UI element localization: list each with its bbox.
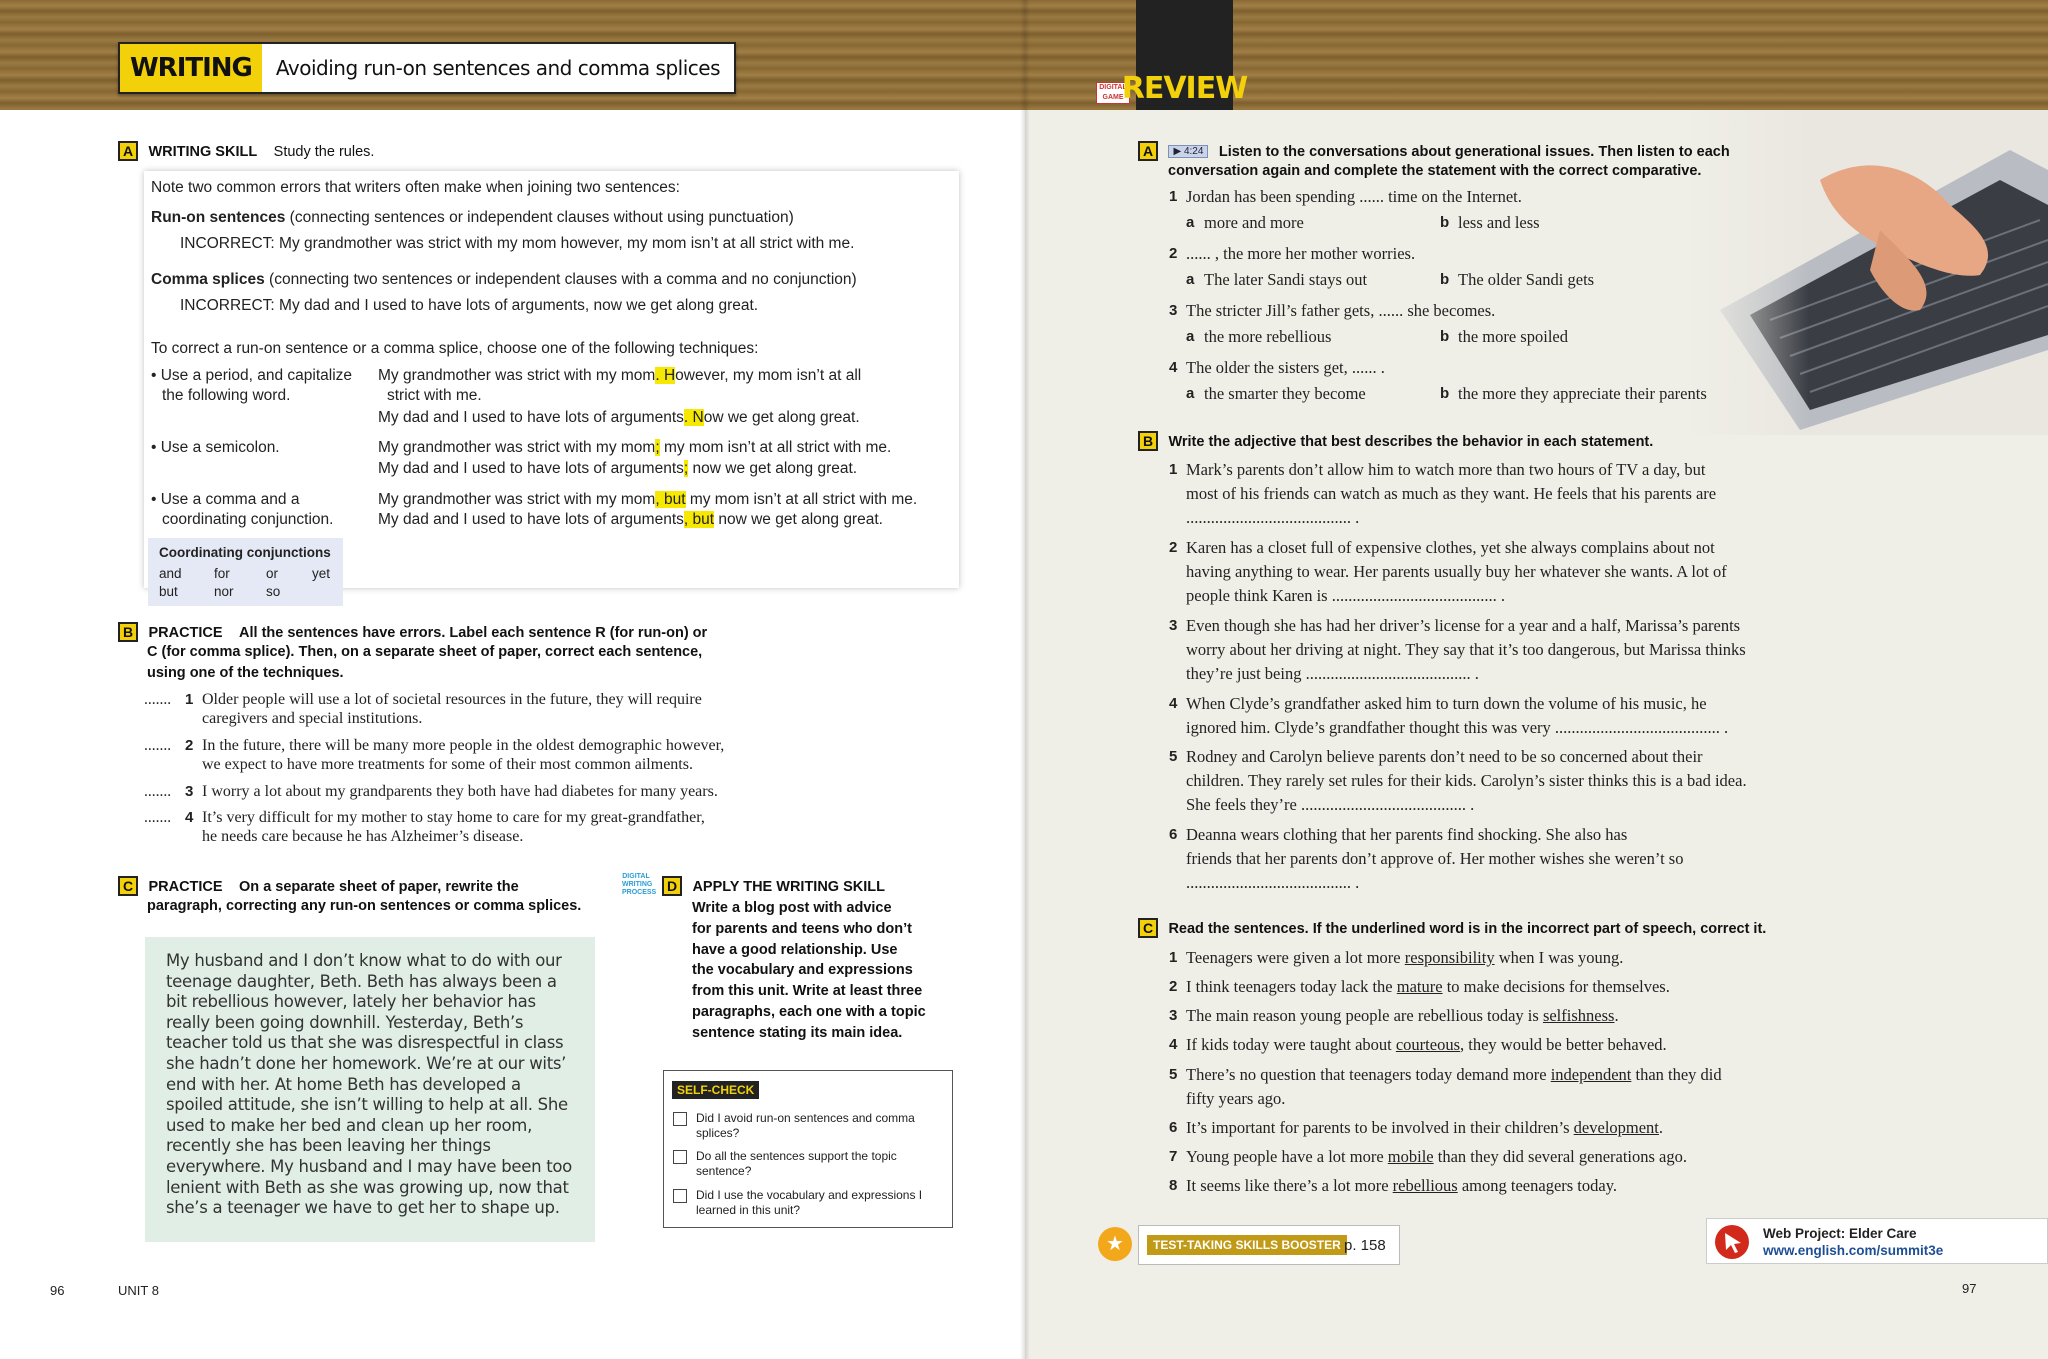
review-a2-number: 2 [1169, 245, 1178, 262]
sentence-text: among teenagers today. [1457, 1176, 1618, 1195]
section-b-header [118, 622, 707, 642]
review-a-instruction-2: conversation again and complete the statement with the correct comparative. [1168, 163, 1702, 179]
page-gutter [1020, 0, 1030, 1359]
section-c-header [118, 876, 519, 896]
review-header [1121, 0, 1248, 110]
writing-title: Avoiding run-on sentences and comma splices [275, 56, 720, 80]
web-project-title: Web Project: Elder Care [1763, 1226, 1917, 1241]
writing-tag: WRITING [120, 44, 262, 92]
item-b2-line1: In the future, there will be many more people in the oldest demographic however, [202, 737, 725, 754]
conj-nor: nor [214, 584, 234, 599]
sentence-text: There’s no question that teenagers today demand more [1186, 1065, 1551, 1084]
review-a1-number: 1 [1169, 188, 1178, 205]
sentence-text: It seems like there’s a lot more [1186, 1176, 1393, 1195]
item-b3-number: 3 [185, 783, 194, 800]
ex-highlight: . H [655, 367, 676, 384]
review-a-header [1138, 141, 1730, 161]
ex-text: ow we get along great. [703, 409, 860, 426]
technique-2-label: • Use a semicolon. [151, 439, 280, 456]
conjunctions-title: Coordinating conjunctions [159, 545, 331, 560]
splice-term: Comma splices [151, 271, 265, 288]
section-c-instruction-2: paragraph, correcting any run-on sentences or comma splices. [147, 898, 582, 914]
review-a3-option-a[interactable]: the more rebellious [1204, 327, 1332, 346]
star-icon: ★ [1098, 1227, 1132, 1261]
review-c7-sentence [1186, 1147, 1687, 1167]
laptop-photo [1680, 110, 2048, 435]
review-b-letter: B [1138, 431, 1158, 451]
ex-highlight: . N [683, 409, 704, 426]
review-b3-number: 3 [1169, 617, 1178, 634]
review-c4-sentence [1186, 1035, 1667, 1055]
review-a-letter: A [1138, 141, 1158, 161]
review-b4-line1: When Clyde’s grandfather asked him to turn down the volume of his music, he [1186, 694, 1707, 713]
section-d-line: the vocabulary and expressions [692, 962, 913, 979]
underlined-word: development [1573, 1118, 1659, 1137]
section-b-instruction-2: C (for comma splice). Then, on a separate sheet of paper, correct each sentence, [147, 644, 703, 660]
conj-yet: yet [312, 566, 331, 581]
splice-def: (connecting two sentences or independent clauses with a comma and no conjunction) [269, 271, 857, 288]
ex-text: My dad and I used to have lots of arguments [378, 460, 684, 477]
review-b5-line2: children. They rarely set rules for their kids. Carolyn’s sister thinks this is a bad idea. [1186, 771, 1747, 790]
section-a-letter: A [118, 141, 138, 161]
item-b1-line2: caregivers and special institutions. [202, 710, 423, 727]
review-title: REVIEW [1121, 71, 1248, 106]
underlined-word: courteous [1395, 1035, 1461, 1054]
review-a3-option-b[interactable]: the more spoiled [1458, 327, 1568, 346]
review-b-instruction: Write the adjective that best describes the behavior in each statement. [1168, 434, 1654, 450]
review-b3-line2: worry about her driving at night. They say that it’s too dangerous, but Marissa thinks [1186, 640, 1746, 659]
review-c-letter: C [1138, 918, 1158, 938]
paragraph-text: My husband and I don’t know what to do with our teenage daughter, Beth. Beth has always been a bit rebellious however, lately her behavior has really been going downhill. Yesterday, Beth’s teacher told us that she was disrespectful in class she hadn’t done her homework. We’re at our wits’ end with her. At home Beth has developed a spoiled attitude, she isn’t willing to help at all. She used to make her bed and clean up her room, recently she has been leaving her things everywhere. My husband and I may have been too lenient with Beth as she was growing up, now that she’s a teenager we have to get her to shape up. [166, 951, 572, 1218]
ex-text: My dad and I used to have lots of arguments [378, 409, 684, 426]
review-b2-line1: Karen has a closet full of expensive clothes, yet she always complains about not [1186, 538, 1715, 557]
underlined-word: mobile [1387, 1147, 1434, 1166]
option-a-label: a [1186, 214, 1195, 231]
review-c5-number: 5 [1169, 1066, 1178, 1083]
sentence-text: when I was young. [1494, 948, 1624, 967]
item-b3-blank[interactable]: ....... [144, 783, 172, 800]
review-c3-number: 3 [1169, 1007, 1178, 1024]
option-a-label: a [1186, 271, 1195, 288]
review-a4-question: The older the sisters get, ...... . [1186, 358, 1385, 377]
conj-but: but [159, 584, 178, 599]
item-b2-blank[interactable]: ....... [144, 737, 172, 754]
review-a4-option-a[interactable]: the smarter they become [1204, 384, 1366, 403]
review-c5-sentence [1186, 1065, 1722, 1085]
review-c2-number: 2 [1169, 978, 1178, 995]
ex-text: My grandmother was strict with my mom [378, 367, 656, 384]
self-check-item-3: Did I use the vocabulary and expressions I learned in this unit? [696, 1188, 923, 1217]
review-b5-line3[interactable]: She feels they’re ........................................ . [1186, 795, 1475, 814]
section-b-letter: B [118, 622, 138, 642]
ex-text: my mom isn’t at all strict with me. [659, 439, 892, 456]
runon-term: Run-on sentences [151, 209, 286, 226]
technique-1-example-1-cont: strict with me. [387, 387, 482, 404]
ex-text: now we get along great. [688, 460, 858, 477]
writing-banner [118, 42, 736, 94]
review-c2-sentence [1186, 977, 1670, 997]
review-a1-option-a[interactable]: more and more [1204, 213, 1304, 232]
technique-1-label-2: the following word. [162, 387, 291, 404]
option-b-label: b [1440, 271, 1450, 288]
technique-3-label-2: coordinating conjunction. [162, 511, 334, 528]
unit-label: UNIT 8 [118, 1283, 159, 1298]
review-a4-number: 4 [1169, 359, 1178, 376]
section-d-header [662, 876, 885, 896]
technique-3-example-2 [378, 511, 883, 529]
review-c3-sentence [1186, 1006, 1619, 1026]
rules-intro: Note two common errors that writers often make when joining two sentences: [151, 179, 680, 196]
right-page-number: 97 [1962, 1281, 1977, 1296]
review-a2-option-a[interactable]: The later Sandi stays out [1204, 270, 1368, 289]
digital-game-tag[interactable]: DIGITAL GAME [1096, 82, 1130, 104]
section-d-line: from this unit. Write at least three [692, 983, 923, 1000]
section-a-instruction: Study the rules. [273, 144, 375, 160]
sentence-text: , they would be better behaved. [1460, 1035, 1667, 1054]
section-d-line: have a good relationship. Use [692, 941, 898, 958]
section-d-line: sentence stating its main idea. [692, 1024, 903, 1041]
option-b-label: b [1440, 328, 1450, 345]
review-a4-option-b[interactable]: the more they appreciate their parents [1458, 384, 1707, 403]
conj-or: or [266, 566, 279, 581]
conj-so: so [266, 584, 281, 599]
review-c4-number: 4 [1169, 1036, 1178, 1053]
section-c-heading: PRACTICE [148, 879, 223, 895]
review-b2-number: 2 [1169, 539, 1178, 556]
review-b1-line1: Mark’s parents don’t allow him to watch more than two hours of TV a day, but [1186, 460, 1706, 479]
review-b5-line1: Rodney and Carolyn believe parents don’t need to be so concerned about their [1186, 747, 1703, 766]
audio-time: 4:24 [1183, 146, 1204, 157]
runon-rule [151, 209, 794, 227]
section-c-letter: C [118, 876, 138, 896]
technique-1-label: • Use a period, and capitalize [151, 367, 353, 384]
review-a3-number: 3 [1169, 302, 1178, 319]
review-a1-question: Jordan has been spending ...... time on the Internet. [1186, 187, 1522, 206]
item-b4-blank[interactable]: ....... [144, 809, 172, 826]
review-c7-number: 7 [1169, 1148, 1178, 1165]
section-b-instruction-3: using one of the techniques. [147, 665, 344, 681]
conj-and: and [159, 566, 182, 581]
web-project-url[interactable]: www.english.com/summit3e [1763, 1243, 1944, 1258]
review-b6-line2: friends that her parents don’t approve of. Her mother wishes she weren’t so [1186, 849, 1684, 868]
option-a-label: a [1186, 385, 1195, 402]
runon-example: INCORRECT: My grandmother was strict with my mom however, my mom isn’t at all strict with me. [180, 235, 855, 252]
item-b4-line1: It’s very difficult for my mother to stay home to care for my great-grandfather, [202, 809, 705, 826]
section-a-header [118, 141, 374, 161]
booster-page: p. 158 [1344, 1237, 1386, 1254]
cursor-icon [1715, 1225, 1749, 1259]
ex-highlight: , but [655, 491, 686, 508]
sentence-text: Teenagers were given a lot more [1186, 948, 1405, 967]
item-b1-number: 1 [185, 691, 194, 708]
review-b-header [1138, 431, 1653, 451]
section-b-heading: PRACTICE [148, 625, 223, 641]
booster-label: TEST-TAKING SKILLS BOOSTER [1147, 1235, 1347, 1255]
sentence-text: than they did [1631, 1065, 1722, 1084]
review-c6-sentence [1186, 1118, 1663, 1138]
review-a-instruction-1: Listen to the conversations about generational issues. Then listen to each [1218, 144, 1730, 160]
review-a2-option-b[interactable]: The older Sandi gets [1458, 270, 1595, 289]
sentence-text: If kids today were taught about [1186, 1035, 1396, 1054]
sentence-text: I think teenagers today lack the [1186, 977, 1397, 996]
review-c-header [1138, 918, 1766, 938]
rules-box [144, 171, 959, 588]
review-b1-line2: most of his friends can watch as much as they want. He feels that his parents are [1186, 484, 1717, 503]
ex-highlight: ; [655, 439, 660, 456]
conj-for: for [214, 566, 230, 581]
review-a2-question: ...... , the more her mother worries. [1186, 244, 1416, 263]
sentence-text: The main reason young people are rebellious today is [1186, 1006, 1543, 1025]
review-b1-blank[interactable]: ........................................ . [1186, 508, 1360, 527]
section-d-letter: D [662, 876, 682, 896]
underlined-word: responsibility [1404, 948, 1495, 967]
technique-2-example-1 [378, 439, 891, 457]
sentence-text: Young people have a lot more [1186, 1147, 1388, 1166]
underlined-word: rebellious [1392, 1176, 1458, 1195]
section-d-instructions [692, 898, 926, 1044]
review-c1-sentence [1186, 948, 1623, 968]
review-b1-number: 1 [1169, 461, 1178, 478]
review-b6-line1: Deanna wears clothing that her parents find shocking. She also has [1186, 825, 1628, 844]
item-b3-line1: I worry a lot about my grandparents they both have had diabetes for many years. [202, 783, 718, 800]
section-d-heading: APPLY THE WRITING SKILL [692, 879, 885, 895]
option-b-label: b [1440, 385, 1450, 402]
sentence-text: . [1658, 1118, 1664, 1137]
ex-text: My grandmother was strict with my mom [378, 491, 656, 508]
ex-text: owever, my mom isn’t at all [675, 367, 862, 384]
technique-2-example-2 [378, 460, 857, 478]
ex-highlight: , but [683, 511, 715, 528]
underlined-word: independent [1550, 1065, 1632, 1084]
left-page-number: 96 [50, 1283, 65, 1298]
ex-text: My dad and I used to have lots of arguments [378, 511, 684, 528]
conjunctions-box [148, 538, 343, 606]
section-b-instruction-1: All the sentences have errors. Label each sentence R (for run-on) or [239, 625, 708, 641]
self-check-title: SELF-CHECK [672, 1081, 759, 1099]
play-icon: ▶ [1173, 146, 1182, 157]
self-check-item-1: Did I avoid run-on sentences and comma splices? [696, 1111, 915, 1140]
audio-play-button[interactable] [1168, 145, 1208, 158]
review-b3-line3[interactable]: they’re just being ........................................ . [1186, 664, 1479, 683]
sentence-text: than they did several generations ago. [1433, 1147, 1687, 1166]
review-b2-line3[interactable]: people think Karen is ........................................ . [1186, 586, 1505, 605]
item-b1-blank[interactable]: ....... [144, 691, 172, 708]
section-d-line: for parents and teens who don’t [692, 920, 912, 937]
ex-text: my mom isn’t at all strict with me. [685, 491, 918, 508]
option-a-label: a [1186, 328, 1195, 345]
technique-3-example-1 [378, 491, 917, 509]
self-check-checkbox-1[interactable] [673, 1112, 687, 1126]
splice-rule [151, 271, 857, 289]
splice-example: INCORRECT: My dad and I used to have lots of arguments, now we get along great. [180, 297, 759, 314]
correct-intro: To correct a run-on sentence or a comma splice, choose one of the following techniques: [151, 340, 759, 357]
underlined-word: selfishness [1542, 1006, 1615, 1025]
review-b5-number: 5 [1169, 748, 1178, 765]
review-b2-line2: having anything to wear. Her parents usually buy her whatever she wants. A lot of [1186, 562, 1727, 581]
review-c5-line2: fifty years ago. [1186, 1089, 1286, 1108]
review-b3-line1: Even though she has had her driver’s license for a year and a half, Marissa’s parents [1186, 616, 1741, 635]
runon-def: (connecting sentences or independent clauses without using punctuation) [289, 209, 794, 226]
sentence-text: to make decisions for themselves. [1442, 977, 1670, 996]
review-a1-option-b[interactable]: less and less [1458, 213, 1540, 232]
review-c8-number: 8 [1169, 1177, 1178, 1194]
review-c8-sentence [1186, 1176, 1617, 1196]
self-check-checkbox-3[interactable] [673, 1189, 687, 1203]
self-check-checkbox-2[interactable] [673, 1150, 687, 1164]
review-c-instruction: Read the sentences. If the underlined word is in the incorrect part of speech, correct it. [1168, 921, 1767, 937]
technique-1-example-2 [378, 409, 860, 427]
option-b-label: b [1440, 214, 1450, 231]
item-b4-line2: he needs care because he has Alzheimer’s disease. [202, 828, 524, 845]
underlined-word: mature [1396, 977, 1443, 996]
review-b6-number: 6 [1169, 826, 1178, 843]
self-check-item-2: Do all the sentences support the topic sentence? [696, 1149, 897, 1178]
sentence-text: . [1614, 1006, 1619, 1025]
sentence-text: It’s important for parents to be involved in their children’s [1186, 1118, 1574, 1137]
ex-text: now we get along great. [714, 511, 883, 528]
section-d-line: Write a blog post with advice [692, 900, 892, 916]
item-b2-number: 2 [185, 737, 194, 754]
item-b1-line1: Older people will use a lot of societal resources in the future, they will require [202, 691, 702, 708]
section-c-instruction-1: On a separate sheet of paper, rewrite the [239, 879, 519, 895]
ex-text: My grandmother was strict with my mom [378, 439, 656, 456]
review-b4-number: 4 [1169, 695, 1178, 712]
ex-highlight: ; [683, 460, 689, 477]
item-b2-line2: we expect to have more treatments for some of their most common ailments. [202, 756, 693, 773]
review-b6-blank[interactable]: ........................................ . [1186, 873, 1360, 892]
item-b4-number: 4 [185, 809, 194, 826]
digital-writing-process-tag[interactable]: DIGITAL WRITING PROCESS [622, 873, 657, 896]
technique-1-example-1 [378, 367, 861, 385]
review-b4-line2[interactable]: ignored him. Clyde’s grandfather thought this was very ........................................ . [1186, 718, 1729, 737]
section-d-line: paragraphs, each one with a topic [692, 1003, 926, 1020]
technique-3-label: • Use a comma and a [151, 491, 300, 508]
review-c6-number: 6 [1169, 1119, 1178, 1136]
review-a3-question: The stricter Jill’s father gets, ...... she becomes. [1186, 301, 1496, 320]
section-a-heading: WRITING SKILL [148, 144, 258, 160]
review-c1-number: 1 [1169, 949, 1178, 966]
